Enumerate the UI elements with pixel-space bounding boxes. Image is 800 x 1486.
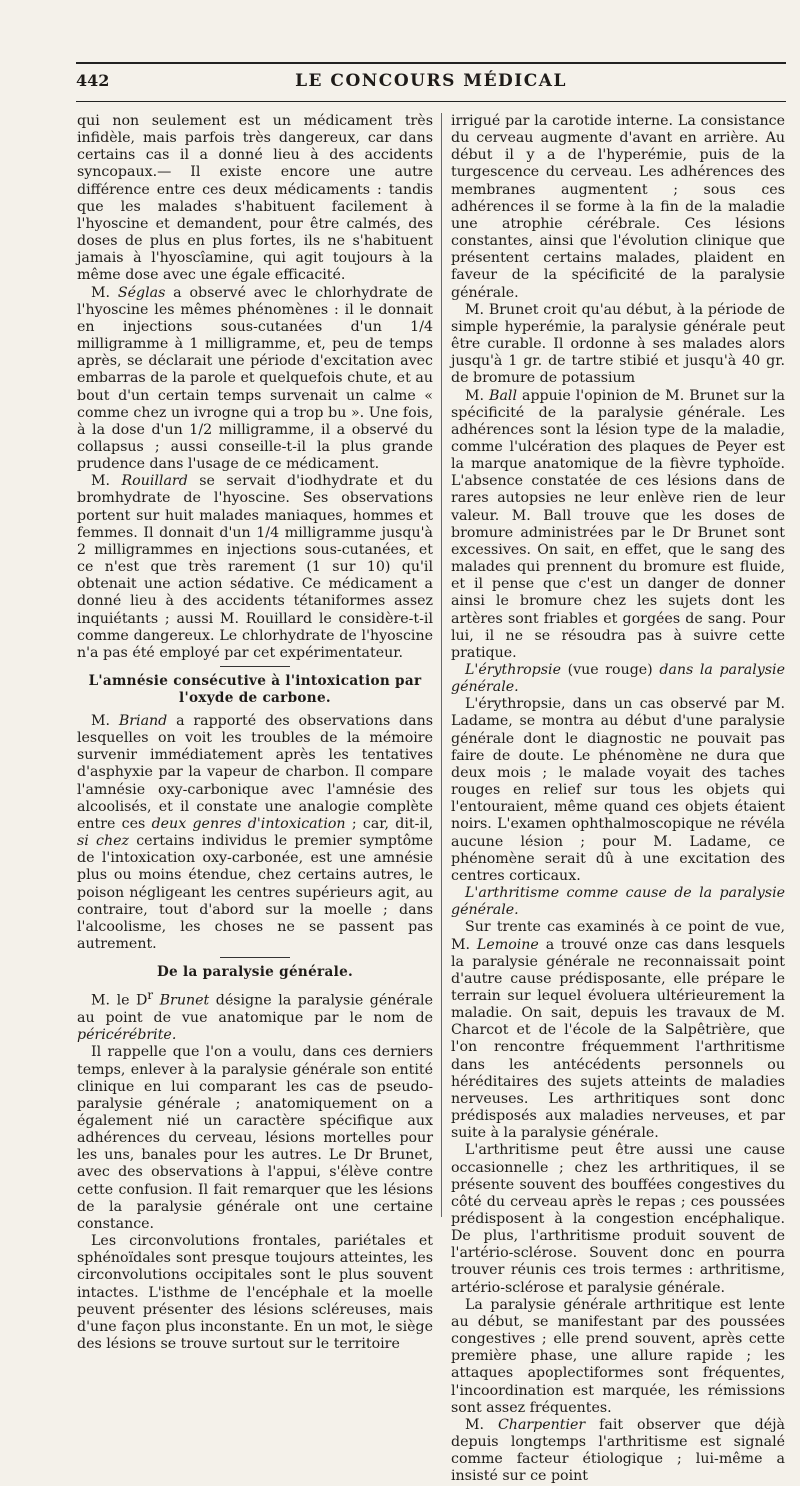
section-heading: De la paralysie générale. (156, 964, 354, 981)
subheading-paragraph: L'érythropsie (vue rouge) dans la paralysie générale. (451, 662, 785, 696)
left-column (77, 113, 434, 1353)
page-header (76, 68, 786, 96)
paragraph: L'érythropsie, dans un cas observé par M. Ladame, se montra au début d'une paralysie générale dont le diagnostic ne pouvait pas faire de doute. Le phénomène ne dura que deux mois ; le malade voyait des taches rouges en relief sur tous les objets qui l'entouraient, même quand ces objets étaient noirs. L'examen ophthalmoscopique ne révéla aucune lésion ; pour M. Ladame, ce phénomène serait dû à une excitation des centres corticaux. (451, 696, 785, 884)
person-name: Briand (118, 713, 168, 729)
person-name: Lemoine (476, 936, 539, 953)
paragraph: M. Brunet croit qu'au début, à la période de simple hyperémie, la paralysie générale peut être curable. Il ordonne à ses malades alors jusqu'à 1 gr. de tartre stibié et jusqu'à 40 gr. de bromure de potassium (451, 301, 785, 387)
section-separator (220, 957, 290, 958)
paragraph: Il rappelle que l'on a voulu, dans ces derniers temps, enlever à la paralysie générale son entité clinique en lui comparant les cas de pseudo-paralysie générale ; anatomiquement on a également nié un caractère spécifique aux adhérences du cerveau, lésions mortelles pour les uns, banales pour les autres. Le Dr Brunet, avec des observations à l'appui, s'élève contre cette confusion. Il fait remarquer que les lésions de la paralysie générale ont une certaine constance. (77, 1044, 433, 1232)
person-name: Brunet (153, 992, 210, 1009)
top-rule (76, 62, 786, 64)
person-name: Rouillard (121, 473, 188, 490)
page-number: 442 (76, 71, 110, 90)
person-name: Ball (489, 387, 518, 404)
column-divider (441, 113, 442, 1217)
paragraph: L'arthritisme peut être aussi une cause occasionnelle ; chez les arthritiques, il se présente souvent des bouffées congestives du côté du cerveau après le repas ; ces poussées prédisposent à la congestion encéphalique. De plus, l'arthritisme produit souvent de l'artério-sclérose. Souvent donc en pourra trouver réunis ces trois termes : arthritisme, artério-sclérose et paralysie générale. (451, 1142, 785, 1296)
running-title: LE CONCOURS MÉDICAL (295, 71, 567, 91)
paragraph: M. Ball appuie l'opinion de M. Brunet sur la spécificité de la paralysie générale. Les adhérences sont la lésion type de la maladie, comme l'ulcération des plaques de Peyer est la marque anatomique de la fièvre typhoïde. L'absence constatée de ces lésions dans de rares autopsies ne leur enlève rien de leur valeur. M. Ball trouve que les doses de bromure administrées par le Dr Brunet sont excessives. On sait, en effet, que le sang des malades qui prennent du bromure est fluide, et il pense que c'est un danger de donner ainsi le bromure chez les sujets dont les artères sont friables et gorgées de sang. Pour lui, il ne se résoudra pas à suivre cette pratique. (451, 387, 785, 661)
paragraph: Les circonvolutions frontales, pariétales et sphénoïdales sont presque toujours atteintes, les circonvolutions occipitales sont le plus souvent intactes. L'isthme de l'encéphale et la moelle peuvent présenter des lésions scléreuses, mais d'une façon plus inconstante. En un mot, le siège des lésions se trouve surtout sur le territoire (77, 1233, 433, 1353)
section-separator (220, 666, 290, 667)
paragraph: M. Rouillard se servait d'iodhydrate et du bromhydrate de l'hyoscine. Ses observations portent sur huit malades maniaques, hommes et femmes. Il donnait d'un 1/4 milligramme jusqu'à 2 milligrammes en injections sous-cutanées, et ce n'est que très rarement (1 sur 10) qu'il obtenait une action sédative. Ce médicament a donné lieu à des accidents tétaniformes assez inquiétants ; aussi M. Rouillard le considère-t-il comme dangereux. Le chlorhydrate de l'hyoscine n'a pas été employé par cet expérimentateur. (77, 473, 433, 661)
paragraph: M. Séglas a observé avec le chlorhydrate de l'hyoscine les mêmes phénomènes : il le donnait en injections sous-cutanées d'un 1/4 milligramme à 1 milligramme, et, peu de temps après, se déclarait une période d'excitation avec embarras de la parole et quelquefois chute, et au bout d'un certain temps survenait un calme « comme chez un ivrogne qui a trop bu ». Une fois, à la dose d'un 1/2 milligramme, il a observé du collapsus ; aussi conseille-t-il la plus grande prudence dans l'usage de ce médicament. (77, 284, 434, 473)
person-name: Charpentier (497, 1416, 586, 1433)
paragraph: M. Charpentier fait observer que déjà depuis longtemps l'arthritisme est signalé comme facteur étiologique ; lui-même a insisté sur ce point (451, 1416, 786, 1485)
right-column (451, 113, 786, 1485)
person-name: Séglas (117, 284, 166, 301)
paragraph: qui non seulement est un médicament très infidèle, mais parfois très dangereux, car dans certains cas il a donné lieu à des accidents syncopaux.— Il existe encore une autre différence entre ces deux médicaments : tandis que les malades s'habituent facilement à l'hyoscine et demandent, pour être calmés, des doses de plus en plus fortes, ils ne s'habituent jamais à l'hyoscîamine, qui agit toujours à la même dose avec une égale efficacité. (77, 113, 433, 284)
header-rule (76, 101, 786, 102)
paragraph: M. Briand a rapporté des observations dans lesquelles on voit les troubles de la mémoire survenir immédiatement après les tentatives d'asphyxie par la vapeur de charbon. Il compare l'amnésie oxy-carbonique avec l'amnésie des alcoolisés, et il constate une analogie complète entre ces deux genres d'intoxication ; car, dit-il, si chez certains individus le premier symptôme de l'intoxication oxy-carbonée, est une amnésie plus ou moins étendue, chez certains autres, le poison négligeant les centres supérieurs agit, au contraire, tout d'abord sur la moelle ; dans l'alcoolisme, les choses ne se passent pas autrement. (77, 713, 434, 953)
subheading-paragraph: L'arthritisme comme cause de la paralysie générale. (451, 885, 785, 919)
paragraph: M. le $D^r$ Brunet désigne la paralysie générale au point de vue anatomique par le nom de péricérébrite. (77, 988, 433, 1044)
paragraph: irrigué par la carotide interne. La consistance du cerveau augmente d'avant en arrière. Au début il y a de l'hyperémie, puis de la turgescence du cerveau. Les adhérences des membranes augmentent ; sous ces adhérences il se forme à la fin de la maladie une atrophie cérébrale. Ces lésions constantes, ainsi que l'évolution clinique que présentent certains malades, plaident en faveur de la spécificité de la paralysie générale. (451, 113, 785, 301)
paragraph: Sur trente cas examinés à ce point de vue, M. Lemoine a trouvé onze cas dans lesquels la paralysie générale ne reconnaissait point d'autre cause prédisposante, elle prépare le terrain sur lequel évoluera ultérieurement la maladie. On sait, depuis les travaux de M. Charcot et de l'école de la Salpêtrière, que l'on rencontre fréquemment l'arthritisme dans les antécédents personnels ou héréditaires des sujets atteints de maladies nerveuses. Les arthritiques sont donc prédisposés aux maladies nerveuses, et par suite à la paralysie générale. (451, 919, 785, 1142)
section-heading: L'amnésie consécutive à l'intoxication par l'oxyde de carbone. (88, 673, 422, 706)
paragraph: La paralysie générale arthritique est lente au début, se manifestant par des poussées congestives ; elle prend souvent, après cette première phase, une allure rapide ; les attaques apoplectiformes sont fréquentes, l'incoordination est marquée, les rémissions sont assez fréquentes. (451, 1296, 785, 1416)
